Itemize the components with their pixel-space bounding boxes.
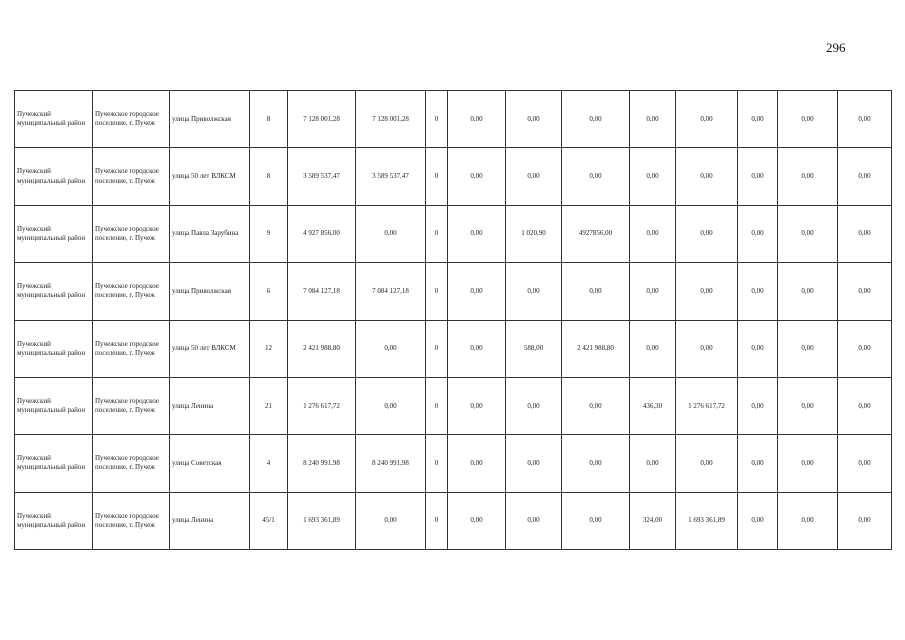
value-cell: 0,00 [778, 205, 838, 262]
house-number-cell: 6 [250, 263, 288, 320]
value-cell: 0,00 [448, 320, 506, 377]
value-cell: 0,00 [562, 263, 630, 320]
table-row [15, 377, 892, 434]
value-cell: 7 128 001,28 [356, 91, 426, 148]
value-cell: 0,00 [778, 377, 838, 434]
value-cell: 0,00 [738, 377, 778, 434]
value-cell: 0,00 [448, 435, 506, 492]
settlement-cell: Пучежское городское поселение, г. Пучеж [93, 263, 170, 320]
street-cell: улица 50 лет ВЛКСМ [170, 320, 250, 377]
settlement-cell: Пучежское городское поселение, г. Пучеж [93, 148, 170, 205]
value-cell: 7 084 127,18 [356, 263, 426, 320]
value-cell: 1 693 361,89 [676, 492, 738, 549]
value-cell: 0,00 [838, 377, 892, 434]
district-cell: Пучежский муниципальный район [15, 205, 93, 262]
value-cell: 0,00 [838, 435, 892, 492]
value-cell: 1 020,90 [506, 205, 562, 262]
settlement-cell: Пучежское городское поселение, г. Пучеж [93, 435, 170, 492]
value-cell: 0,00 [778, 91, 838, 148]
value-cell: 0,00 [676, 435, 738, 492]
district-cell: Пучежский муниципальный район [15, 435, 93, 492]
page-number: 296 [826, 40, 846, 55]
value-cell: 0,00 [506, 377, 562, 434]
settlement-cell: Пучежское городское поселение, г. Пучеж [93, 377, 170, 434]
value-cell: 0,00 [676, 148, 738, 205]
house-number-cell: 4 [250, 435, 288, 492]
settlement-cell: Пучежское городское поселение, г. Пучеж [93, 205, 170, 262]
value-cell: 0,00 [630, 148, 676, 205]
table-row [15, 492, 892, 549]
value-cell: 0,00 [838, 205, 892, 262]
value-cell: 0,00 [562, 377, 630, 434]
value-cell: 0,00 [356, 377, 426, 434]
value-cell: 324,00 [630, 492, 676, 549]
value-cell: 0,00 [630, 320, 676, 377]
table-row [15, 148, 892, 205]
street-cell: улица Приволжская [170, 263, 250, 320]
value-cell: 0 [426, 148, 448, 205]
house-number-cell: 21 [250, 377, 288, 434]
value-cell: 0,00 [506, 492, 562, 549]
value-cell: 0,00 [778, 492, 838, 549]
settlement-cell: Пучежское городское поселение, г. Пучеж [93, 91, 170, 148]
value-cell: 0,00 [676, 263, 738, 320]
value-cell: 0,00 [838, 91, 892, 148]
street-cell: улица Ленина [170, 492, 250, 549]
value-cell: 0,00 [506, 148, 562, 205]
value-cell: 0,00 [630, 435, 676, 492]
value-cell: 0,00 [778, 148, 838, 205]
value-cell: 2 421 988,80 [562, 320, 630, 377]
district-cell: Пучежский муниципальный район [15, 320, 93, 377]
value-cell: 0,00 [738, 148, 778, 205]
house-number-cell: 12 [250, 320, 288, 377]
value-cell: 0,00 [738, 263, 778, 320]
value-cell: 0,00 [838, 320, 892, 377]
table-row [15, 91, 892, 148]
value-cell: 0,00 [448, 263, 506, 320]
value-cell: 8 240 991,98 [356, 435, 426, 492]
table-row [15, 435, 892, 492]
table-row [15, 320, 892, 377]
value-cell: 8 240 991,98 [288, 435, 356, 492]
value-cell: 4927856,00 [562, 205, 630, 262]
value-cell: 7 084 127,18 [288, 263, 356, 320]
value-cell: 0,00 [738, 435, 778, 492]
district-cell: Пучежский муниципальный район [15, 263, 93, 320]
value-cell: 0 [426, 492, 448, 549]
value-cell: 0 [426, 320, 448, 377]
value-cell: 0 [426, 377, 448, 434]
street-cell: улица Ленина [170, 377, 250, 434]
value-cell: 0,00 [356, 205, 426, 262]
value-cell: 0,00 [562, 492, 630, 549]
value-cell: 0,00 [562, 148, 630, 205]
value-cell: 0,00 [448, 148, 506, 205]
value-cell: 0,00 [676, 205, 738, 262]
value-cell: 0 [426, 91, 448, 148]
value-cell: 0,00 [676, 91, 738, 148]
value-cell: 0,00 [778, 320, 838, 377]
district-cell: Пучежский муниципальный район [15, 148, 93, 205]
house-number-cell: 8 [250, 91, 288, 148]
settlement-cell: Пучежское городское поселение, г. Пучеж [93, 492, 170, 549]
value-cell: 0,00 [738, 320, 778, 377]
value-cell: 2 421 988,80 [288, 320, 356, 377]
settlement-cell: Пучежское городское поселение, г. Пучеж [93, 320, 170, 377]
value-cell: 0,00 [356, 492, 426, 549]
value-cell: 588,00 [506, 320, 562, 377]
value-cell: 0,00 [448, 377, 506, 434]
street-cell: улица Советская [170, 435, 250, 492]
value-cell: 1 693 361,89 [288, 492, 356, 549]
value-cell: 0,00 [838, 492, 892, 549]
value-cell: 0,00 [738, 205, 778, 262]
table-row [15, 205, 892, 262]
value-cell: 1 276 617,72 [288, 377, 356, 434]
value-cell: 0,00 [738, 91, 778, 148]
street-cell: улица Павла Зарубина [170, 205, 250, 262]
house-number-cell: 9 [250, 205, 288, 262]
value-cell: 3 589 537,47 [288, 148, 356, 205]
value-cell: 0,00 [562, 91, 630, 148]
housing-repair-table [14, 90, 892, 550]
value-cell: 0,00 [676, 320, 738, 377]
value-cell: 0,00 [778, 263, 838, 320]
value-cell: 0,00 [778, 435, 838, 492]
value-cell: 0,00 [448, 205, 506, 262]
value-cell: 0 [426, 263, 448, 320]
table-row [15, 263, 892, 320]
district-cell: Пучежский муниципальный район [15, 377, 93, 434]
value-cell: 0,00 [448, 492, 506, 549]
house-number-cell: 8 [250, 148, 288, 205]
value-cell: 0,00 [838, 263, 892, 320]
district-cell: Пучежский муниципальный район [15, 91, 93, 148]
street-cell: улица 50 лет ВЛКСМ [170, 148, 250, 205]
value-cell: 3 589 537,47 [356, 148, 426, 205]
value-cell: 4 927 856,00 [288, 205, 356, 262]
value-cell: 0,00 [562, 435, 630, 492]
value-cell: 0,00 [506, 263, 562, 320]
value-cell: 0 [426, 205, 448, 262]
value-cell: 0,00 [506, 91, 562, 148]
value-cell: 0,00 [506, 435, 562, 492]
value-cell: 0,00 [738, 492, 778, 549]
value-cell: 0,00 [356, 320, 426, 377]
value-cell: 436,30 [630, 377, 676, 434]
street-cell: улица Приволжская [170, 91, 250, 148]
value-cell: 0,00 [630, 205, 676, 262]
value-cell: 7 128 001,28 [288, 91, 356, 148]
value-cell: 0,00 [448, 91, 506, 148]
value-cell: 0,00 [838, 148, 892, 205]
value-cell: 0,00 [630, 91, 676, 148]
table-body [15, 91, 892, 550]
value-cell: 0,00 [630, 263, 676, 320]
district-cell: Пучежский муниципальный район [15, 492, 93, 549]
house-number-cell: 45/1 [250, 492, 288, 549]
value-cell: 1 276 617,72 [676, 377, 738, 434]
value-cell: 0 [426, 435, 448, 492]
